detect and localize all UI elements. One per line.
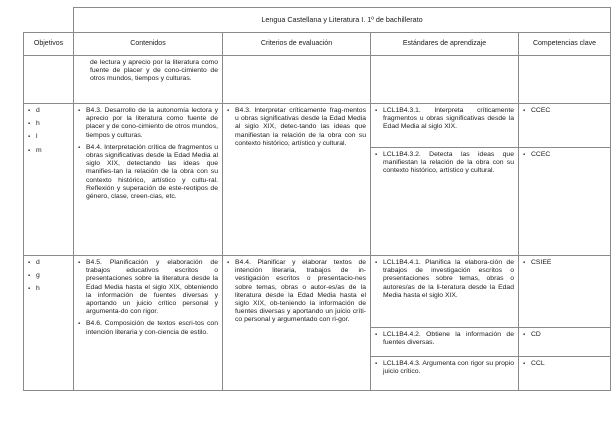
criterio-cell	[223, 56, 371, 104]
list-item: ▪ CSIEE	[523, 259, 606, 267]
criterio-cell	[223, 256, 371, 391]
header-contenidos: Contenidos	[74, 33, 223, 56]
estandar-cell	[371, 256, 519, 328]
header-row	[24, 33, 611, 56]
estandar-cell	[371, 328, 519, 357]
header-competencias: Competencias clave	[519, 33, 611, 56]
competencia-cell	[519, 148, 611, 256]
list-item: ▪ CCEC	[523, 107, 606, 115]
contenidos-cell	[74, 104, 223, 256]
list-item: ▪ d	[28, 107, 69, 115]
table-row	[24, 256, 611, 328]
list-item: ▪ LCL1B4.3.1. Interpreta críticamente fragmentos u obras significativas desde la Edad Media al siglo XIX.	[375, 107, 514, 132]
competencia-cell	[519, 104, 611, 148]
objetivos-cell	[24, 104, 74, 256]
objetivos-cell	[24, 256, 74, 391]
blank-corner	[24, 8, 74, 33]
competencia-cell	[519, 256, 611, 328]
table-row	[24, 56, 611, 104]
estandar-cell	[371, 104, 519, 148]
estandar-cell	[371, 56, 519, 104]
list-item: ▪ B4.6. Composición de textos escri-tos con intención literaria y con-ciencia de estilo.	[78, 320, 218, 336]
objetivos-cell	[24, 56, 74, 104]
table-title: Lengua Castellana y Literatura I. 1º de bachillerato	[74, 8, 611, 33]
contenido-text: de lectura y aprecio por la literatura como fuente de placer y de cono-cimiento de otros mundos, tiempos y culturas.	[90, 59, 218, 83]
header-objetivos: Objetivos	[24, 33, 74, 56]
list-item: ▪ CD	[523, 331, 606, 339]
estandar-cell	[371, 357, 519, 391]
list-item: ▪ g	[28, 272, 69, 280]
list-item: ▪ B4.4. Planificar y elaborar textos de intención literaria, trabajos de in-vestigación escritos o presentacio-nes sobre temas, obras o autor-es/as de la literatura desde la Edad Media hasta el siglo XIX, ob-teniendo la información de fuentes diversas y aportando un juicio críti-co personal y argumentado con ri-gor.	[227, 259, 366, 325]
list-item: ▪ LCL1B4.3.2. Detecta las ideas que manifiestan la relación de la obra con su contexto histórico, artístico y cultural.	[375, 151, 514, 176]
list-item: ▪ d	[28, 259, 69, 267]
contenidos-cell	[74, 256, 223, 391]
list-item: ▪ B4.3. Interpretar críticamente frag-mentos u obras significativas desde la Edad Media al siglo XIX, detec-tando las ideas que manifiestan la relación de la obra con su contexto histórico, artístico y cultural.	[227, 107, 366, 148]
criterio-cell	[223, 104, 371, 256]
list-item: ▪ B4.5. Planificación y elaboración de trabajos educativos escritos o presentaciones sobre la literatura desde la Edad Media hasta el siglo XIX, obteniendo la información de fuentes diversas y aportando un juicio crítico personal y argumenta-do con rigor.	[78, 259, 218, 316]
list-item: ▪ h	[28, 285, 69, 293]
list-item: ▪ B4.4. Interpretación crítica de fragmentos u obras significativas desde la Edad Media al siglo XIX, detectando las ideas que manifies-tan la relación de la obra con su contexto histórico, artístico y cultu-ral. Reflexión y superación de este-reotipos de género, clase, creen-cias, etc.	[78, 144, 218, 201]
list-item: ▪ h	[28, 120, 69, 128]
list-item: ▪ B4.3. Desarrollo de la autonomía lectora y aprecio por la literatura como fuente de placer y de cono-cimiento de otros mundos, tiempos y culturas.	[78, 107, 218, 140]
competencia-cell	[519, 56, 611, 104]
curriculum-table	[23, 7, 611, 391]
header-criterios: Criterios de evaluación	[223, 33, 371, 56]
title-row	[24, 8, 611, 33]
list-item: ▪ m	[28, 147, 69, 155]
list-item: ▪ LCL1B4.4.3. Argumenta con rigor su propio juicio crítico.	[375, 360, 514, 376]
competencia-cell	[519, 328, 611, 357]
list-item: ▪ CCL	[523, 360, 606, 368]
list-item: ▪ CCEC	[523, 151, 606, 159]
table-row	[24, 104, 611, 148]
list-item: ▪ l	[28, 133, 69, 141]
contenidos-cell	[74, 56, 223, 104]
estandar-cell	[371, 148, 519, 256]
competencia-cell	[519, 357, 611, 391]
list-item: ▪ LCL1B4.4.2. Obtiene la información de fuentes diversas.	[375, 331, 514, 347]
list-item: ▪ LCL1B4.4.1. Planifica la elabora-ción de trabajos de investigación escritos o presentaciones sobre temas, obras o autores/as de la li-teratura desde la Edad Media hasta el siglo XIX.	[375, 259, 514, 300]
header-estandares: Estándares de aprendizaje	[371, 33, 519, 56]
